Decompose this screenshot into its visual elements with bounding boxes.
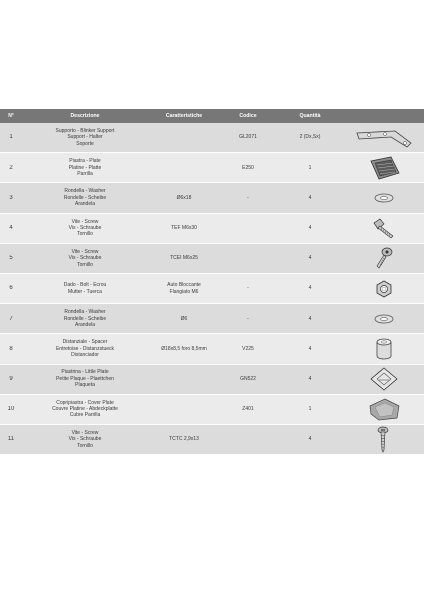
washer-icon [344, 304, 424, 333]
description-line: Arandela [74, 321, 95, 328]
plate-icon [344, 153, 424, 182]
description-line: Dado - Bolt - Ecrou [63, 282, 107, 289]
table-row [0, 365, 424, 395]
row-code: - [247, 194, 249, 201]
table-row [0, 425, 424, 455]
row-features: TEF M6x30 [171, 224, 197, 231]
row-quantity: 4 [308, 285, 312, 292]
table-row [0, 244, 424, 274]
table-row [0, 183, 424, 213]
description-line: Vite - Screw [71, 248, 99, 255]
row-number: 7 [9, 315, 13, 322]
row-features: Ø18x8,5 foro 8,5mm [161, 345, 207, 352]
row-description [22, 128, 148, 147]
header-quantity: Quantità [299, 113, 321, 119]
parts-table [0, 109, 424, 455]
description-line: Entretoise - Distanzstueck [55, 345, 115, 352]
features-line: Flangiato M6 [169, 288, 199, 295]
description-line: Mutter - Tuerca [68, 288, 102, 295]
row-quantity: 2 (Dx,Sx) [299, 134, 321, 141]
row-description [22, 282, 148, 295]
row-description [22, 339, 148, 358]
row-quantity: 4 [308, 436, 312, 443]
description-line: Tornillo [77, 231, 93, 238]
row-code: E250 [242, 164, 254, 171]
row-description [22, 188, 148, 207]
row-number: 6 [9, 285, 13, 292]
description-line: Tornillo [77, 261, 93, 268]
allen-screw-icon [344, 244, 424, 273]
nut-icon [344, 274, 424, 303]
spacer-icon [344, 334, 424, 363]
description-line: Cubre Parrilla [69, 412, 101, 419]
row-quantity: 4 [308, 345, 312, 352]
description-line: Rondella - Washer [64, 188, 106, 195]
row-number: 9 [9, 375, 13, 382]
row-description [22, 369, 148, 388]
row-features: TCEI M6x25 [170, 255, 198, 262]
row-features: Ø6x18 [176, 194, 192, 201]
description-line: Vis - Schraube [68, 255, 102, 262]
row-description [22, 219, 148, 238]
row-quantity: 1 [308, 406, 312, 413]
row-features: TCTC 2,9x13 [169, 436, 199, 443]
bracket-icon [344, 123, 424, 152]
row-code: GN522 [240, 375, 256, 382]
description-line: Tornillo [77, 442, 93, 449]
description-line: Piastra - Plate [69, 158, 101, 165]
row-quantity: 4 [308, 224, 312, 231]
header-image [344, 109, 424, 123]
header-description: Descrizione [70, 113, 100, 119]
little-plate-icon [344, 365, 424, 394]
header-code: Codice [239, 113, 257, 119]
table-row [0, 334, 424, 364]
description-line: Soporte [76, 140, 94, 147]
row-code: Z401 [242, 406, 254, 413]
description-line: Supporto - Blinker Support [55, 127, 115, 134]
description-line: Vis - Schraube [68, 224, 102, 231]
description-line: Piastrina - Little Plate [61, 369, 109, 376]
screw-icon [344, 214, 424, 243]
row-features [148, 282, 220, 295]
description-line: Petite Plaque - Plaettchen [56, 375, 114, 382]
table-header [0, 109, 424, 123]
row-number: 4 [9, 224, 13, 231]
table-row [0, 395, 424, 425]
row-number: 2 [9, 164, 13, 171]
table-row [0, 123, 424, 153]
description-line: Vite - Screw [71, 218, 99, 225]
features-line: Auto Bloccante [167, 282, 201, 289]
cover-plate-icon [344, 395, 424, 424]
description-line: Rondella - Washer [64, 309, 106, 316]
description-line: Support - Halter [67, 134, 103, 141]
description-line: Couvre Platine - Abdeckplatte [52, 406, 118, 413]
row-quantity: 4 [308, 315, 312, 322]
row-number: 10 [7, 406, 15, 413]
row-description [22, 400, 148, 419]
row-code: - [247, 315, 249, 322]
description-line: Copripiastra - Cover Plate [56, 399, 114, 406]
row-description [22, 430, 148, 449]
table-row [0, 274, 424, 304]
row-quantity: 4 [308, 194, 312, 201]
row-number: 5 [9, 255, 13, 262]
table-body [0, 123, 424, 455]
row-number: 8 [9, 345, 13, 352]
description-line: Arandela [74, 201, 95, 208]
row-quantity: 4 [308, 375, 312, 382]
description-line: Vite - Screw [71, 429, 99, 436]
description-line: Parrilla [77, 170, 93, 177]
row-features: Ø6 [180, 315, 188, 322]
row-code: V225 [242, 345, 254, 352]
description-line: Distanciador [71, 352, 99, 359]
row-quantity: 1 [308, 164, 312, 171]
description-line: Distanziale - Spacer [62, 339, 108, 346]
row-number: 3 [9, 194, 13, 201]
row-number: 1 [9, 134, 13, 141]
description-line: Rondelle - Scheibe [63, 194, 107, 201]
row-description [22, 158, 148, 177]
row-quantity: 4 [308, 255, 312, 262]
description-line: Plaqueta [75, 382, 95, 389]
description-line: Rondelle - Scheibe [63, 315, 107, 322]
description-line: Vis - Schraube [68, 436, 102, 443]
row-description [22, 249, 148, 268]
description-line: Platine - Platte [68, 164, 102, 171]
self-tapping-screw-icon [344, 425, 424, 454]
row-description [22, 309, 148, 328]
table-row [0, 153, 424, 183]
row-code: - [247, 285, 249, 292]
table-row [0, 304, 424, 334]
header-number: N° [8, 113, 14, 119]
row-number: 11 [7, 436, 15, 443]
header-features: Caratteristiche [165, 113, 203, 119]
washer-icon [344, 183, 424, 212]
row-code: GL2071 [239, 134, 257, 141]
table-row [0, 214, 424, 244]
